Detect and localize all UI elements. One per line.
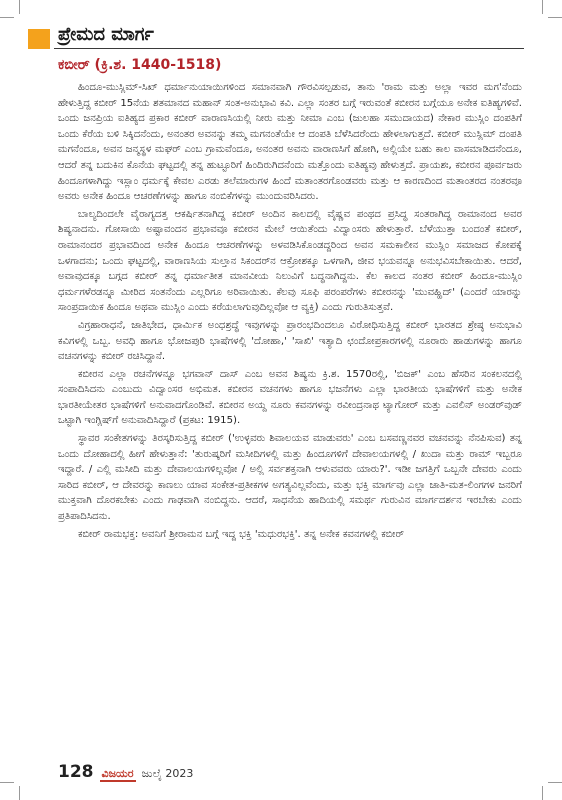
crop-mark [542, 0, 543, 14]
page-footer [58, 762, 193, 782]
paragraph-6: ಕಬೀರ್ ರಾಮಭಕ್ತ: ಅವನಿಗೆ ಶ್ರೀರಾಮನ ಬಗ್ಗೆ ಇದ್ದ ಭಕ್ತಿ 'ಮಧುರಭಕ್ತಿ'. ತನ್ನ ಅನೇಕ ಕವನಗಳಲ್ಲಿ ಕಬೀರ್ [78, 528, 405, 540]
magazine-logo: ವಿಜಯರ [101, 767, 134, 780]
crop-mark [542, 786, 543, 800]
crop-mark [548, 17, 562, 18]
article-subtitle: ಕಬೀರ್ (ಕ್ರಿ.ಶ. 1440-1518) [58, 57, 222, 73]
page-number: 128 [58, 762, 94, 782]
crop-mark [548, 782, 562, 783]
crop-mark [19, 0, 20, 14]
crop-mark [0, 17, 14, 18]
paragraph-1: ಹಿಂದೂ-ಮುಸ್ಲಿಮ್-ಸಿಖ್ ಧರ್ಮಾನುಯಾಯಿಗಳಿಂದ ಸಮಾನವಾಗಿ ಗೌರವಿಸಲ್ಪಡುವ, ತಾನು 'ರಾಮ ಮತ್ತು ಅಲ್ಲಾ ಇವರ ಮಗ'ನೆಂದು ಹೇಳುತ್ತಿದ್ದ ಕಬೀರ್ 15ನೆಯ ಶತಮಾನದ ಮಹಾನ್ ಸಂತ-ಅನುಭಾವಿ ಕವಿ. ಎಲ್ಲಾ ಸಂತರ ಬಗ್ಗೆ ಇರುವಂತೆ ಕಬೀರನ ಬಗ್ಗೆಯೂ ಅನೇಕ ಐತಿಹ್ಯಗಳಿವೆ. ಒಂದು ಜನಪ್ರಿಯ ಐತಿಹ್ಯದ ಪ್ರಕಾರ ಕಬೀರ್ ವಾರಾಣಸಿಯಲ್ಲಿ ನೀರು ಮತ್ತು ನೀಮಾ ಎಂಬ (ಜುಲಹಾ ಸಮುದಾಯದ) ನೇಕಾರ ಮುಸ್ಲಿಂ ದಂಪತಿಗೆ ಒಂದು ಕೆರೆಯ ಬಳಿ ಸಿಕ್ಕಿದನೆಂದು, ಅನಂತರ ಅವನನ್ನು ತಮ್ಮ ಮಗನಂತೆಯೇ ಆ ದಂಪತಿ ಬೆಳೆಸಿದರೆಂದು ಹೇಳಲಾಗುತ್ತದೆ. ಕಬೀರ್ ಮುಸ್ಲಿಮ್ ದಂಪತಿ ಮಗನೆಂದೂ, ಅವನ ಜನ್ಮಸ್ಥಳ ಮಘರ್ ಎಂಬ ಗ್ರಾಮವೆಂದೂ, ಅನಂತರ ಅವನು ವಾರಾಣಸಿಗೆ ಹೋಗಿ, ಅಲ್ಲಿಯೇ ಬಹು ಕಾಲ ವಾಸಮಾಡಿದನೆಂದೂ, ಆದರೆ ತನ್ನ ಬದುಕಿನ ಕೊನೆಯ ಘಟ್ಟದಲ್ಲಿ ತನ್ನ ಹುಟ್ಟೂರಿಗೆ ಹಿಂದಿರುಗಿದನೆಂದು ಮತ್ತೊಂದು ಐತಿಹ್ಯವು ಹೇಳುತ್ತದೆ. ಪ್ರಾಯಶಃ, ಕಬೀರನ ಪೂರ್ವಜರು ಹಿಂದೂಗಳಾಗಿದ್ದು ಇಸ್ಲಾಂ ಧರ್ಮಕ್ಕೆ ಕೇವಲ ಎರಡು ತಲೆಮಾರುಗಳ ಹಿಂದೆ ಮತಾಂತರಗೊಂಡವರು ಮತ್ತು ಆ ಕಾರಣದಿಂದ ಮತಾಂತರದ ನಂತರವೂ ಅವರು ಅನೇಕ ಹಿಂದೂ ಆಚರಣೆಗಳನ್ನು ಹಾಗೂ ನಂಬಿಕೆಗಳನ್ನು ಮುಂದುವರಿಸಿದರು. [58, 82, 522, 203]
article-body [58, 80, 522, 542]
crop-mark [0, 782, 14, 783]
paragraph-5: ಸ್ಥಾವರ ಸಂಕೇತಗಳನ್ನು ತಿರಸ್ಕರಿಸುತ್ತಿದ್ದ ಕಬೀರ್ ('ಉಳ್ಳವರು ಶಿವಾಲಯವ ಮಾಡುವರು' ಎಂಬ ಬಸವಣ್ಣನವರ ವಚನವನ್ನು ನೆನಪಿಸುವ) ತನ್ನ ಒಂದು ದೋಹಾದಲ್ಲಿ ಹೀಗೆ ಹೇಳುತ್ತಾನೆ: 'ತುರುಷ್ಕರಿಗೆ ಮಸೀದಿಗಳಲ್ಲಿ ಮತ್ತು ಹಿಂದೂಗಳಿಗೆ ದೇವಾಲಯಗಳಲ್ಲಿ / ಖುದಾ ಮತ್ತು ರಾಮ್ ಇಬ್ಬರೂ ಇದ್ದಾರೆ. / ಎಲ್ಲಿ ಮಸೀದಿ ಮತ್ತು ದೇವಾಲಯಗಳಿಲ್ಲವೋ / ಅಲ್ಲಿ ಸರ್ವಶಕ್ತನಾಗಿ ಆಳುವವರು ಯಾರು?'. ಇಡೀ ಜಗತ್ತಿಗೆ ಒಬ್ಬನೇ ದೇವರು ಎಂದು ಸಾರಿದ ಕಬೀರ್, ಆ ದೇವರನ್ನು ಕಾಣಲು ಯಾವ ಸಂಕೇತ-ಪ್ರತೀಕಗಳ ಅಗತ್ಯವಿಲ್ಲವೆಂದು, ಮತ್ತು ಭಕ್ತಿ ಮಾರ್ಗವು ಎಲ್ಲಾ ಜಾತಿ-ಮತ-ಲಿಂಗಗಳ ಜನರಿಗೆ ಮುಕ್ತವಾಗಿ ದೊರಕಬೇಕು ಎಂದು ಗಾಢವಾಗಿ ನಂಬಿದ್ದನು. ಆದರೆ, ಸಾಧನೆಯ ಹಾದಿಯಲ್ಲಿ ಸಮರ್ಥ ಗುರುವಿನ ಮಾರ್ಗದರ್ಶನ ಇರಬೇಕು ಎಂದು ಪ್ರತಿಪಾದಿಸಿದನು. [58, 433, 522, 523]
paragraph-4: ಕಬೀರನ ಎಲ್ಲಾ ರಚನೆಗಳನ್ನೂ ಭಗವಾನ್ ದಾಸ್ ಎಂಬ ಅವನ ಶಿಷ್ಯನು ಕ್ರಿ.ಶ. 1570ರಲ್ಲಿ, 'ಬಿಜಕ್' ಎಂಬ ಹೆಸರಿನ ಸಂಕಲನದಲ್ಲಿ ಸಂಪಾದಿಸಿದನು ಎಂಬುದು ವಿದ್ವಾಂಸರ ಅಭಿಮತ. ಕಬೀರನ ವಚನಗಳು ಹಾಗೂ ಭಜನೆಗಳು ಎಲ್ಲಾ ಭಾರತೀಯ ಭಾಷೆಗಳಿಗೆ ಮತ್ತು ಅನೇಕ ಭಾರತೀಯೇತರ ಭಾಷೆಗಳಿಗೆ ಅನುವಾದಗೊಂಡಿವೆ. ಕಬೀರನ ಅಯ್ದ ನೂರು ಕವನಗಳನ್ನು ರವೀಂದ್ರನಾಥ ಟ್ಯಾಗೋರ್ ಮತ್ತು ಎವಲಿನ್ ಅಂಡರ್‌ವುಡ್ ಒಟ್ಟಾಗಿ ಇಂಗ್ಲಿಷ್‌ಗೆ ಅನುವಾದಿಸಿದ್ದಾರೆ (ಪ್ರಕಟ: 1915). [58, 368, 522, 427]
paragraph-2: ಬಾಲ್ಯದಿಂದಲೇ ವೈರಾಗ್ಯದತ್ತ ಆಕರ್ಷಿತನಾಗಿದ್ದ ಕಬೀರ್ ಅಂದಿನ ಕಾಲದಲ್ಲಿ ವೈಷ್ಣವ ಪಂಥದ ಪ್ರಸಿದ್ಧ ಸಂತರಾಗಿದ್ದ ರಾಮಾನಂದ ಅವರ ಶಿಷ್ಯನಾದನು. ಗೋಸಾಯಿ ಅಷ್ಟಾವಂದನ ಪ್ರಭಾವವೂ ಕಬೀರನ ಮೇಲೆ ಆಯಿತೆಂದು ವಿದ್ವಾಂಸರು ಹೇಳುತ್ತಾರೆ. ಬೆಳೆಯುತ್ತಾ ಬಂದಂತೆ ಕಬೀರ್, ರಾಮಾನಂದರ ಪ್ರಭಾವದಿಂದ ಅನೇಕ ಹಿಂದೂ ಆಚರಣೆಗಳನ್ನು ಅಳವಡಿಸಿಕೊಂಡದ್ದರಿಂದ ಅವನ ಸಮಕಾಲೀನ ಮುಸ್ಲಿಂ ಸಮಾಜದ ಕೋಪಕ್ಕೆ ಒಳಗಾದನು; ಒಂದು ಘಟ್ಟದಲ್ಲಿ, ವಾರಾಣಸಿಯ ಸುಲ್ತಾನ ಸಿಕಂದರ್‌ನ ಆಕ್ರೋಶಕ್ಕೂ ಒಳಗಾಗಿ, ಜೀವ ಭಯವನ್ನೂ ಅನುಭವಿಸಬೇಕಾಯಿತು. ಆದರೆ, ಅವಾವುದಕ್ಕೂ ಬಗ್ಗದ ಕಬೀರ್ ತನ್ನ ಧರ್ಮಾತೀತ ಮಾನವೀಯ ನಿಲುವಿಗೆ ಬದ್ಧನಾಗಿದ್ದನು. ಕೆಲ ಕಾಲದ ನಂತರ ಕಬೀರ್ ಹಿಂದೂ-ಮುಸ್ಲಿಂ ಧರ್ಮಗಳೆರಡನ್ನೂ ಮೀರಿದ ಸಂತನೆಂದು ಎಲ್ಲರಿಗೂ ಅರಿವಾಯಿತು. ಕೆಲವು ಸೂಫಿ ಪರಂಪರೆಗಳು ಕಬೀರನನ್ನು 'ಮುವಹ್ಹಿದ್' (ಎಂದರೆ ಯಾರನ್ನು ಸಾಂಪ್ರದಾಯಿಕ ಹಿಂದೂ ಅಥವಾ ಮುಸ್ಲಿಂ ಎಂದು ಕರೆಯಲಾಗುವುದಿಲ್ಲವೋ ಆ ವ್ಯಕ್ತಿ) ಎಂದು ಗುರುತಿಸುತ್ತವೆ. [58, 208, 522, 314]
paragraph-3: ವಿಗ್ರಹಾರಾಧನೆ, ಜಾತಿಭೇದ, ಧಾರ್ಮಿಕ ಅಂಧಶ್ರದ್ಧೆ ಇವುಗಳನ್ನು ಪ್ರಾರಂಭದಿಂದಲೂ ವಿರೋಧಿಸುತ್ತಿದ್ದ ಕಬೀರ್ ಭಾರತದ ಶ್ರೇಷ್ಠ ಅನುಭಾವಿ ಕವಿಗಳಲ್ಲಿ ಒಬ್ಬ. ಅವಧಿ ಹಾಗೂ ಭೋಜಪುರಿ ಭಾಷೆಗಳಲ್ಲಿ 'ದೋಹಾ,' 'ಸಾಖಿ' ಇತ್ಯಾದಿ ಛಂದೋಪ್ರಕಾರಗಳಲ್ಲಿ ನೂರಾರು ಹಾಡುಗಳನ್ನು ಹಾಗೂ ವಚನಗಳನ್ನು ಕಬೀರ್ ರಚಿಸಿದ್ದಾನೆ. [58, 319, 522, 363]
issue-date: ಜುಲೈ 2023 [141, 767, 194, 780]
section-title: ಪ್ರೇಮದ ಮಾರ್ಗ [58, 24, 154, 45]
title-divider [54, 48, 524, 49]
crop-mark [19, 786, 20, 800]
section-accent-bar [28, 29, 50, 49]
